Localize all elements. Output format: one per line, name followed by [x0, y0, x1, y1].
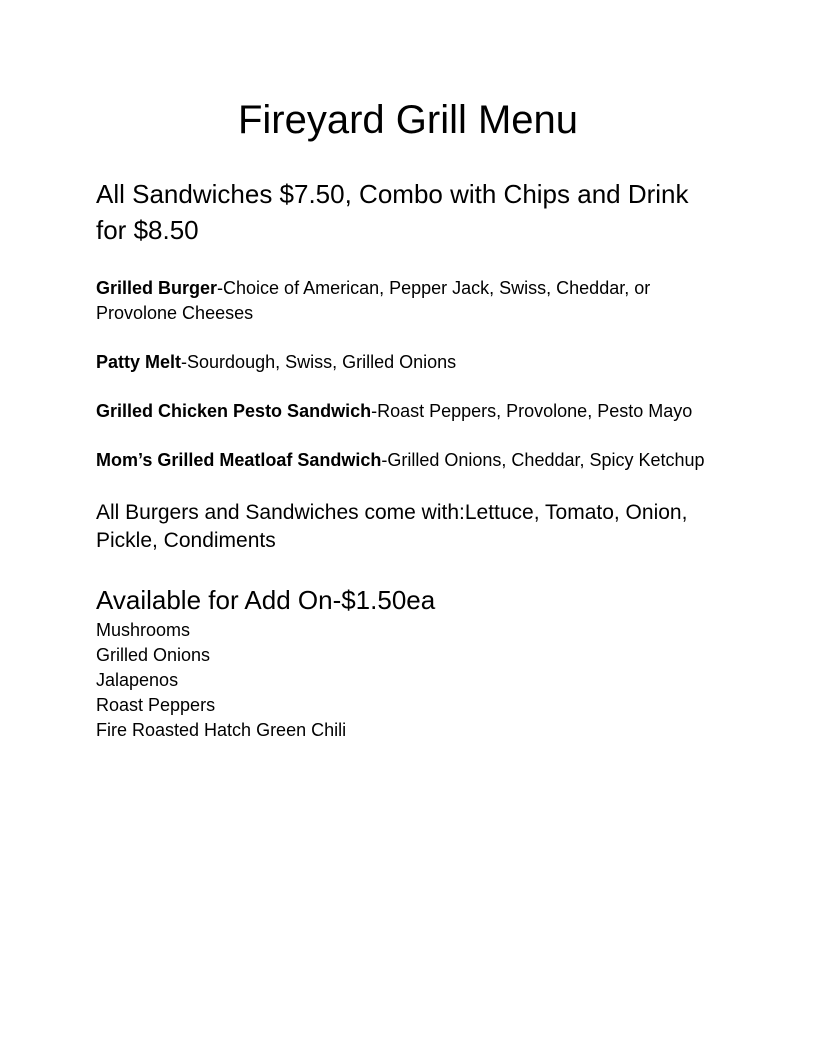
- includes-note: All Burgers and Sandwiches come with:Lettuce, Tomato, Onion, Pickle, Condiments: [96, 501, 688, 552]
- addon-item: Roast Peppers: [96, 695, 216, 715]
- menu-item-name: Mom’s Grilled Meatloaf Sandwich: [96, 450, 382, 470]
- menu-item-name: Grilled Burger: [96, 278, 218, 298]
- addon-item: Fire Roasted Hatch Green Chili: [96, 720, 347, 740]
- menu-item-description: -Roast Peppers, Provolone, Pesto Mayo: [371, 401, 693, 421]
- addon-item: Jalapenos: [96, 670, 179, 690]
- menu-item-meatloaf: [96, 448, 720, 473]
- menu-item-description: -Sourdough, Swiss, Grilled Onions: [181, 352, 457, 372]
- menu-title: Fireyard Grill Menu: [237, 98, 579, 142]
- menu-item-name: Patty Melt: [96, 352, 182, 372]
- menu-item-description: -Grilled Onions, Cheddar, Spicy Ketchup: [381, 450, 705, 470]
- menu-page: [96, 0, 720, 743]
- menu-item-chicken-pesto: [96, 399, 720, 424]
- addons-list: [96, 618, 720, 743]
- menu-item-grilled-burger: [96, 276, 720, 326]
- addon-item: Mushrooms: [96, 620, 191, 640]
- addon-item: Grilled Onions: [96, 645, 211, 665]
- menu-item-description: -Choice of American, Pepper Jack, Swiss, Cheddar, or Provolone Cheeses: [96, 278, 651, 323]
- menu-item-patty-melt: [96, 350, 720, 375]
- menu-item-name: Grilled Chicken Pesto Sandwich: [96, 401, 372, 421]
- sandwich-price-note: All Sandwiches $7.50, Combo with Chips and Drink for $8.50: [96, 179, 689, 245]
- addons-heading: Available for Add On-$1.50ea: [96, 585, 436, 615]
